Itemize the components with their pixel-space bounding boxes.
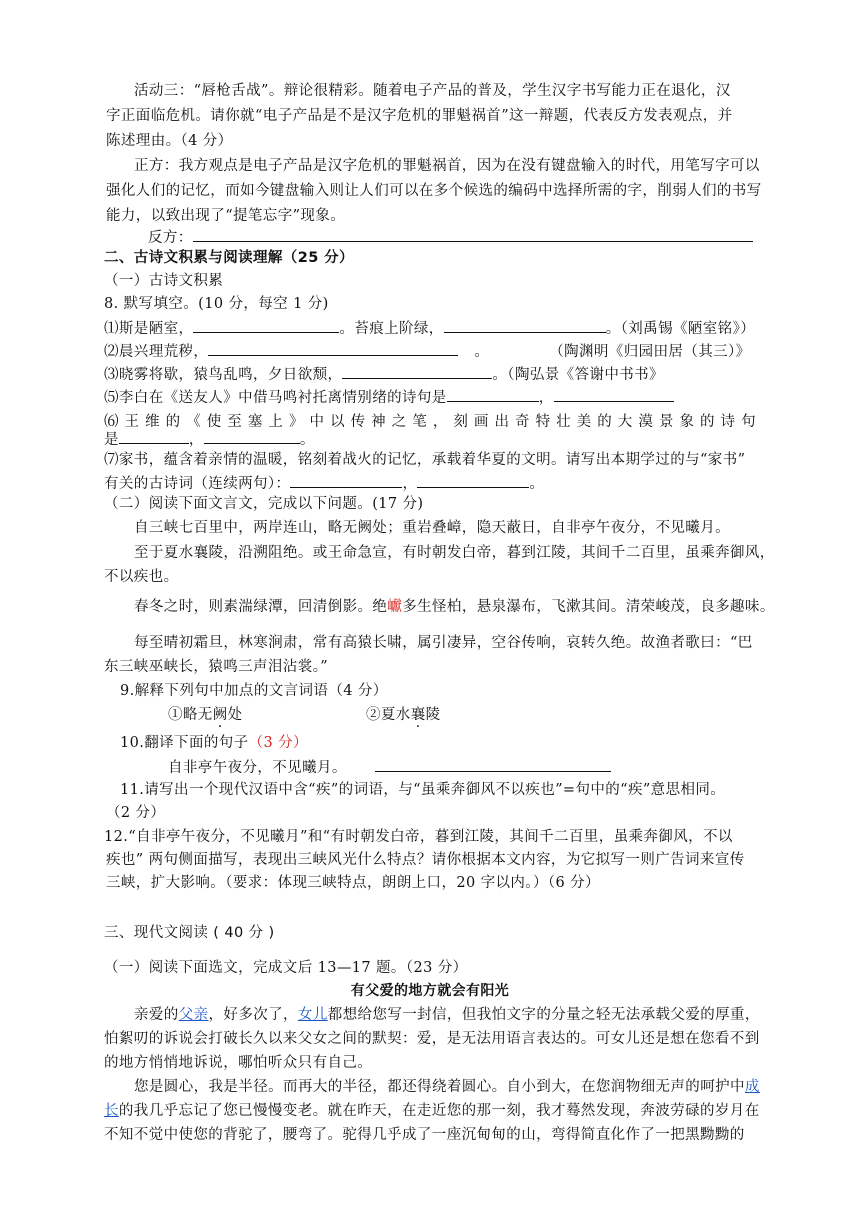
passage-p2-line1: 至于夏水襄陵，沿溯阻绝。或王命急宣，有时朝发白帝，暮到江陵，其间千二百里，虽乘奔御风， [134, 545, 775, 561]
q11-line1: 11.请写出一个现代汉语中含“疾”的词语，与“虽乘奔御风不以疾也”=句中的“疾”意思相同。 [120, 782, 726, 798]
q9a-text-a: ①略无 [168, 707, 213, 723]
pro-side-line3: 能力，以致出现了“提笔忘字”现象。 [106, 208, 346, 224]
q10-sentence-row [168, 755, 611, 779]
q9-item-a [168, 704, 243, 726]
article-title: 有父爱的地方就会有阳光 [350, 983, 510, 999]
fill-5 [104, 385, 674, 409]
para2-text-a: 您是圆心，我是半径。而再大的半径，都还得绕着圆心。自小到大，在您润物细无声的呵护中 [134, 1079, 745, 1095]
q9b-dotted-char: 襄 [410, 707, 426, 723]
fill-7-blank-1[interactable] [290, 471, 402, 488]
fill-2-blank[interactable] [208, 339, 458, 356]
q11-line2: （2 分） [106, 805, 166, 821]
passage-p4-line1: 每至晴初霜旦，林寒涧肃，常有高猿长啸，属引凄异，空谷传响，哀转久绝。故渔者歌曰：“巴 [134, 635, 753, 651]
fill-5-blank-1[interactable] [447, 385, 539, 402]
q10-answer-blank[interactable] [375, 755, 611, 772]
article-para2-line3: 不知不觉中使您的背驼了，腰弯了。驼得几乎成了一座沉甸甸的山，弯得简直化作了一把黑黝黝的 [104, 1127, 745, 1143]
fill-2 [104, 339, 751, 363]
q10-score: （3 分） [248, 735, 308, 751]
fill-6-period: 。 [299, 432, 315, 448]
section3-sub1: （一）阅读下面选文，完成文后 13—17 题。（23 分） [104, 960, 468, 976]
para2-text-b: 的我几乎忘记了您已慢慢变老。就在昨天，在走近您的那一刻，我才蓦然发现，奔波劳碌的岁月在 [118, 1103, 760, 1119]
para1-text-b: ，好多次了， [208, 1007, 298, 1023]
activity3-line1: 活动三：“唇枪舌战”。辩论很精彩。随着电子产品的普及，学生汉字书写能力正在退化，汉 [134, 83, 731, 99]
fill-2-source: （陶渊明《归园田居（其三）》 [549, 344, 751, 360]
fill-6-blank-1[interactable] [119, 427, 189, 444]
fill-5-blank-2[interactable] [554, 385, 674, 402]
link-grow-part2[interactable]: 长 [104, 1103, 119, 1119]
q9-instruction: 9.解释下列句中加点的文言词语（4 分） [120, 683, 388, 699]
passage-p1: 自三峡七百里中，两岸连山，略无阙处；重岩叠嶂，隐天蔽日，自非亭午夜分，不见曦月。 [134, 520, 730, 536]
q10-instruction [120, 732, 308, 754]
fill-1-blank-2[interactable] [444, 316, 606, 333]
article-para2-line2 [104, 1100, 760, 1122]
q12-line1: 12.“自非亭午夜分，不见曦月”和“有时朝发白帝，暮到江陵，其间千二百里，虽乘奔御风，不以 [104, 829, 733, 845]
fill-3-blank[interactable] [342, 362, 492, 379]
pro-side-line2: 强化人们的记忆，而如今键盘输入则让人们可以在多个候选的编码中选择所需的字，削弱人们的书写 [106, 183, 762, 199]
activity3-line2: 字正面临危机。请你就“电子产品是不是汉字危机的罪魁祸首”这一辩题，代表反方发表观点，并 [106, 108, 733, 124]
article-para1-line2: 怕絮叨的诉说会打破长久以来父女之间的默契：爱，是无法用语言表达的。可女儿还是想在您看不到 [104, 1031, 760, 1047]
con-side-answer-blank[interactable] [193, 225, 753, 242]
q12-line3: 三峡，扩大影响。（要求：体现三峡特点，朗朗上口，20 字以内。）（6 分） [106, 875, 600, 891]
link-grow-part1[interactable]: 成 [744, 1079, 760, 1095]
passage-p3 [134, 596, 775, 618]
con-side-label: 反方： [148, 230, 193, 246]
fill-6-line1: ⑹王维的《使至塞上》中以传神之笔，刻画出奇特壮美的大漠景象的诗句 [104, 414, 756, 430]
fill-7-text: 有关的古诗词（连续两句）： [104, 476, 291, 492]
article-para2-line1 [134, 1076, 760, 1098]
fill-6-line2 [104, 427, 315, 451]
passage-p2-line2: 不以疾也。 [104, 569, 179, 585]
section2-sub2: （二）阅读下面文言文，完成以下问题。(17 分) [104, 496, 424, 512]
fill-3-source: 。（陶弘景《答谢中书书》 [492, 367, 664, 383]
passage-p3-highlight-char: 巘 [387, 599, 403, 615]
fill-1-text-a: ⑴斯是陋室， [104, 321, 194, 337]
fill-1-text-b: 。苔痕上阶绿， [339, 321, 444, 337]
fill-7-period: 。 [529, 476, 545, 492]
q9b-text-b: 陵 [425, 707, 441, 723]
fill-6-prefix: 是 [104, 432, 119, 448]
article-para1-line1 [134, 1004, 760, 1026]
link-father[interactable]: 父亲 [178, 1007, 209, 1023]
passage-p4-line2: 东三峡巫峡长，猿鸣三声泪沾裳。” [104, 659, 329, 675]
q9b-text-a: ②夏水 [366, 707, 411, 723]
q9a-dotted-char: 阙 [212, 707, 228, 723]
fill-1-source: 。（刘禹锡《陋室铭》） [605, 321, 756, 337]
fill-3 [104, 362, 664, 386]
article-para1-line3: 的地方悄悄地诉说，哪怕听众只有自己。 [104, 1055, 373, 1071]
q9a-text-b: 处 [227, 707, 243, 723]
fill-5-comma: ， [538, 390, 554, 406]
activity3-line3: 陈述理由。（4 分） [106, 133, 233, 149]
fill-6-blank-2[interactable] [204, 427, 300, 444]
passage-p3-text-b: 多生怪柏，悬泉瀑布，飞漱其间。清荣峻茂，良多趣味。 [402, 599, 775, 615]
pro-side-line1: 正方：我方观点是电子产品是汉字危机的罪魁祸首，因为在没有键盘输入的时代，用笔写字可以 [134, 158, 760, 174]
fill-3-text: ⑶晓雾将歇，猿鸟乱鸣，夕日欲颓， [104, 367, 343, 383]
passage-p3-text-a: 春冬之时，则素湍绿潭，回清倒影。绝 [134, 599, 388, 615]
fill-2-period: 。 [474, 344, 490, 360]
fill-7-blank-2[interactable] [417, 471, 529, 488]
fill-6-comma: ， [188, 432, 204, 448]
fill-1-blank-1[interactable] [193, 316, 339, 333]
q8-instruction: 8. 默写填空。(10 分，每空 1 分) [104, 296, 329, 312]
para1-text-a: 亲爱的 [134, 1007, 179, 1023]
fill-7-comma: ， [402, 476, 418, 492]
link-daughter[interactable]: 女儿 [297, 1007, 328, 1023]
q10-sentence: 自非亭午夜分，不见曦月。 [168, 760, 347, 776]
fill-1 [104, 316, 755, 340]
section3-heading: 三、现代文阅读 ( 40 分 ) [104, 925, 275, 941]
q10-text: 10.翻译下面的句子 [120, 735, 249, 751]
fill-2-text-a: ⑵晨兴理荒秽， [104, 344, 209, 360]
fill-7-line2 [104, 471, 544, 495]
fill-7-line1: ⑺家书，蕴含着亲情的温暖，铭刻着战火的记忆，承载着华夏的文明。请写出本期学过的与“家书” [104, 452, 746, 468]
q12-line2: 疾也” 两句侧面描写，表现出三峡风光什么特点？请你根据本文内容，为它拟写一则广告词来宣传 [106, 852, 745, 868]
q9-item-b [366, 704, 441, 726]
fill-5-text: ⑸李白在《送友人》中借马鸣衬托离情别绪的诗句是 [104, 390, 447, 406]
con-side-row [148, 225, 753, 249]
para1-text-c: 都想给您写一封信，但我怕文字的分量之轻无法承载父爱的厚重， [327, 1007, 760, 1023]
section2-heading: 二、古诗文积累与阅读理解（25 分） [104, 250, 354, 266]
section2-sub1: （一）古诗文积累 [104, 273, 224, 289]
